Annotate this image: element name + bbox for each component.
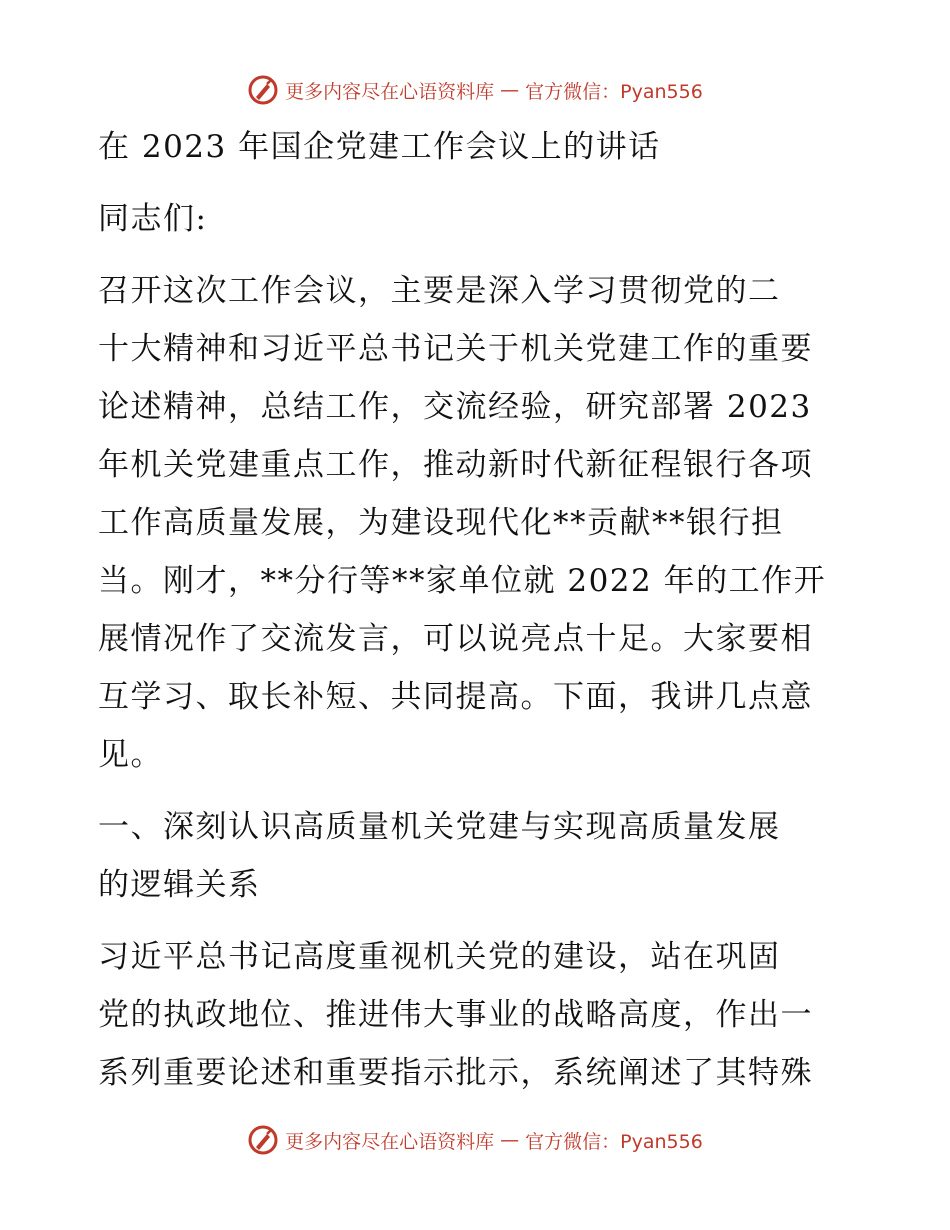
watermark-site-text: 更多内容尽在心语资料库 [285, 1130, 495, 1153]
red-pen-circle-logo-icon [247, 74, 279, 106]
watermark-site-text: 更多内容尽在心语资料库 [285, 80, 495, 103]
paragraph-line: 召开这次工作会议，主要是深入学习贯彻党的二 [98, 273, 781, 309]
watermark-banner-top [0, 70, 950, 110]
paragraph-line: 当。刚才，**分行等**家单位就 2022 年的工作开 [98, 563, 827, 599]
section-heading-1 [98, 798, 858, 914]
watermark-contact: 官方微信：Pyan556 [525, 1130, 703, 1153]
paragraph-line: 习近平总书记高度重视机关党的建设，站在巩固 [98, 939, 781, 975]
paragraph-line: 系列重要论述和重要指示批示，系统阐述了其特殊 [98, 1055, 813, 1091]
salutation: 同志们: [98, 201, 208, 237]
watermark-inner [247, 74, 703, 106]
paragraph-line: 论述精神，总结工作，交流经验，研究部署 2023 [98, 389, 812, 425]
heading-line: 的逻辑关系 [98, 867, 261, 903]
watermark-inner [247, 1124, 703, 1156]
paragraph-1 [98, 262, 858, 784]
paragraph-line: 十大精神和习近平总书记关于机关党建工作的重要 [98, 331, 813, 367]
watermark-dash: — [500, 1129, 520, 1151]
document-title: 在 2023 年国企党建工作会议上的讲话 [98, 129, 661, 165]
paragraph-line: 见。 [98, 737, 163, 773]
watermark-dash: — [500, 79, 520, 101]
paragraph-line: 年机关党建重点工作，推动新时代新征程银行各项 [98, 447, 813, 483]
heading-line: 一、深刻认识高质量机关党建与实现高质量发展 [98, 809, 781, 845]
paragraph-line: 工作高质量发展，为建设现代化**贡献**银行担 [98, 505, 784, 541]
red-pen-circle-logo-icon [247, 1124, 279, 1156]
paragraph-line: 互学习、取长补短、共同提高。下面，我讲几点意 [98, 679, 813, 715]
paragraph-line: 展情况作了交流发言，可以说亮点十足。大家要相 [98, 621, 813, 657]
watermark-contact: 官方微信：Pyan556 [525, 80, 703, 103]
watermark-banner-bottom [0, 1120, 950, 1160]
paragraph-2 [98, 928, 858, 1102]
paragraph-line: 党的执政地位、推进伟大事业的战略高度，作出一 [98, 997, 813, 1033]
document-body [98, 118, 858, 1102]
